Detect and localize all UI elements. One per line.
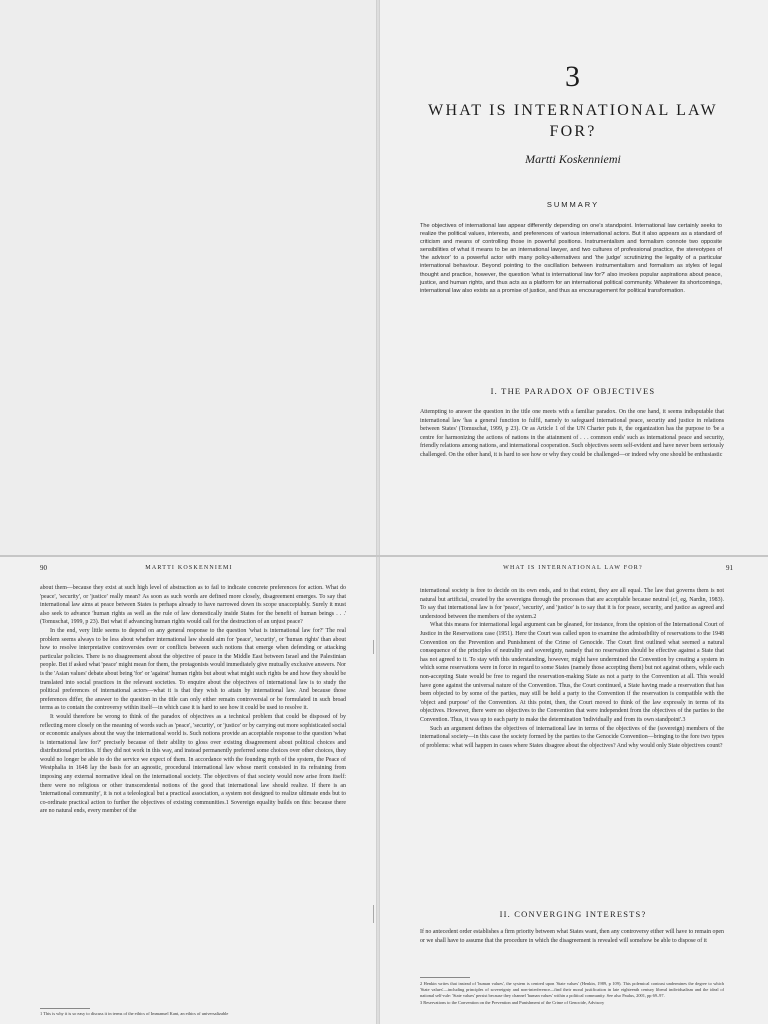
page-body bbox=[420, 587, 724, 750]
page-body bbox=[40, 584, 346, 816]
running-head: MARTTI KOSKENNIEMI bbox=[145, 565, 233, 571]
paragraph: Attempting to answer the question in the title one meets with a familiar paradox. On the one hand, it seems indisputable that international law 'has a general function to fulfil, namely to safeguard international peace, security and justice in relations between States' (Tomuschat, 1999, p 23). Or as Article 1 of the UN Charter puts it, the organization has the purpose to 'be a centre for harmonizing the actions of nations in the attainment of . . . common ends' such as international peace and security, friendly relations among nations, and international cooperation. Such objectives seem self-evident and have never been seriously challenged. On the other hand, it is hard to see how or why they could be challenged—or indeed why one should be enthusiastic bbox=[420, 409, 724, 458]
running-head: WHAT IS INTERNATIONAL LAW FOR? bbox=[503, 565, 643, 571]
page-90 bbox=[0, 557, 378, 1024]
page-number: 90 bbox=[40, 564, 47, 572]
summary-text: The objectives of international law appear differently depending on one's standpoint. International law certainly seeks to realize the political values, interests, and preferences of various international actors. But it also appears as a standard of criticism and means of controlling those in powerful positions. Instrumentalism and formalism connote two opposite sensibilities of what it means to be an international lawyer, and two cultures of professional practice, the stereotypes of 'the advisor' to a powerful actor with many policy-alternatives and 'the judge' scrutinizing the legality of a particular international behaviour. Beyond pointing to the oscillation between instrumentalism and formalism as styles of legal thought and practice, however, the question 'what is international law for?' also invokes popular aspirations about peace, justice, and human rights, and thus acts as a platform for an international political community. Whatever its shortcomings, international law also exists as a promise of justice, and thus as encouragement for political transformation. bbox=[420, 223, 722, 294]
footnote: 2 Henkin writes that instead of 'human values', the system is centred upon 'State values' (Henkin, 1989, p 109). This polemical contrast undermines the degree to which 'State values'—including principles of sovereignty and non-interference—find their moral justification in late eighteenth century liberal individualism and the ideal of national self-rule: 'State values' persist because they channel 'human values' within a political community. See also Paulus, 2001, pp 69–97. bbox=[420, 981, 724, 999]
section-body-converging bbox=[420, 928, 724, 945]
footnote: 3 Reservations to the Convention on the Prevention and Punishment of the Crime of Genocide, Advisory bbox=[420, 999, 605, 1005]
paragraph: In the end, very little seems to depend on any general response to the question 'what is international law for?' The real problem seems always to be less about whether international law should aim for 'peace', 'security', or 'human rights' than about how to resolve interpretative controversies over or conflicts between such notions that emerge when defending or attacking particular policies. There is no disagreement about the objective of peace in the Middle East between Israel and the Palestinian people. But if asked what 'peace' might mean for them, the protagonists would immediately give mutually exclusive answers. Nor is the 'Asian values' debate about being 'for' or 'against' human rights but about what might such rights be and how they should be translated into social practices in the relevant societies. To enquire about the objectives of international law is to study the political preferences of international actors—what it is that they wish to attain by international law. And because those preferences differ, the answer to the question in the title can only either remain controversial or be formulated in such broad terms as to contain the controversy within itself—in which case it is hard to see how it could be used to resolve it. bbox=[40, 627, 346, 712]
footnote-rule bbox=[420, 977, 470, 978]
chapter-title: WHAT IS INTERNATIONAL LAW FOR? bbox=[428, 102, 718, 140]
scan-mark bbox=[373, 905, 374, 923]
blank-page bbox=[0, 0, 378, 555]
paragraph: What this means for international legal argument can be gleaned, for instance, from the opinion of the International Court of Justice in the Reservations case (1951). Here the Court was called upon to examine the admissibility of reservations to the 1948 Convention on the Prevention and Punishment of the Crime of Genocide. The Court first outlined what seemed a natural consequence of the principles of neutrality and sovereignty, namely that no reservation should be effective against a State that has not agreed to it. To stay with this understanding, however, might have undermined the Convention by creating a system in which some reservations were in force in regard to some States (namely those accepting them) but not against others, while each non-accepting State would be free to regard the reservation-making State as not a party to the Convention at all. This would have gone against the universal nature of the Convention. Thus, the Court continued, a State having made a reservation that has been objected to by some of the parties, may still be held a party to the Convention if the reservation is compatible with the 'object and purpose' of the Convention. At this point, then, the Court moved to think of the law expressly in terms of its objectives. However, there were no objectives to the Convention that were independent from the objectives of the parties to the Convention. Thus, it was up to each party to make the determination 'individually and from its own standpoint'.3 bbox=[420, 622, 724, 723]
footnotes bbox=[420, 981, 724, 1006]
page-number: 91 bbox=[726, 564, 733, 572]
summary-heading: SUMMARY bbox=[546, 200, 600, 209]
section-heading-converging: II. CONVERGING INTERESTS? bbox=[499, 909, 647, 919]
footnote-rule bbox=[40, 1008, 90, 1009]
scan-mark bbox=[373, 640, 374, 654]
paragraph: Such an argument defines the objectives of international law in terms of the objectives of the (sovereign) members of the international society—in this case the society formed by the parties to the Genocide Convention—bringing to the fore two types of problems: what will happen in cases where States disagree about the objectives? And why would only State objectives count? bbox=[420, 725, 724, 749]
section-body-paradox bbox=[420, 408, 724, 460]
paragraph: international society is free to decide on its own ends, and to that extent, they are all equal. The law that governs them is not natural but artificial, created by the sovereigns through the processes that are acceptable because neutral (cf, eg, Nardin, 1983). To say that international law is for 'peace', 'security', and 'justice' is to say that it is for peace, security, and justice as agreed and understood between the members of the system.2 bbox=[420, 588, 724, 620]
section-heading-paradox: I. THE PARADOX OF OBJECTIVES bbox=[490, 386, 656, 396]
book-gutter bbox=[376, 0, 380, 1024]
chapter-opening-page bbox=[378, 0, 768, 555]
scan-divider bbox=[0, 555, 768, 557]
chapter-number: 3 bbox=[565, 60, 581, 93]
paragraph: It would therefore be wrong to think of the paradox of objectives as a technical problem that could be disposed of by reflecting more closely on the meaning of words such as 'peace', 'security', or 'justice' or by carrying out more sophisticated social or economic analyses about the way the international world is. Such notions provide an acceptable response to the question 'what is international law for?' precisely because of their ability to gloss over existing disagreement about political choices and distributional priorities. If they did not work in this way, and instead permanently preferred some choices over other choices, they would no longer be able to do the service we expect of them. In accordance with the founding myth of the system, the Peace of Westphalia in 1648 lay the basis for an agnostic, procedural international law whose merit consisted in its refraining from imposing any external normative ideal on the international society. The objectives of that society would now arise from itself: there were no religious or other transcendental notions of the good that international law should realize. If there is an 'international community', it is not a teleological but a practical association, a system not designed to realize ultimate ends but to co-ordinate practical action to further the objectives of existing communities.1 Sovereign equality builds on this: because there are no natural ends, every member of the bbox=[40, 713, 346, 815]
footnote: 1 This is why it is so easy to discuss it in terms of the ethics of Immanuel Kant, an ethics of universalizable bbox=[40, 1011, 229, 1016]
paragraph: about them—because they exist at such high level of abstraction as to fail to indicate concrete preferences for action. What do 'peace', 'security', or 'justice' really mean? As soon as such words are defined more closely, disagreement emerges. To say that international law aims at peace between States is perhaps already to have narrowed down its scope unacceptably. Surely it must also seek to advance 'human rights as well as the rule of law domestically inside States for the benefit of human beings . . .' (Tomuschat, 1999, p 23). But what if advancing human rights would call for the destruction of an unjust peace? bbox=[40, 585, 346, 626]
paragraph: If no antecedent order establishes a firm priority between what States want, then any controversy either will have to remain open or we shall have to assume that the procedure in which the disagreement is revealed will somehow be able to dispose of it bbox=[420, 929, 724, 944]
page-91 bbox=[378, 557, 768, 1024]
chapter-author: Martti Koskenniemi bbox=[525, 152, 621, 166]
